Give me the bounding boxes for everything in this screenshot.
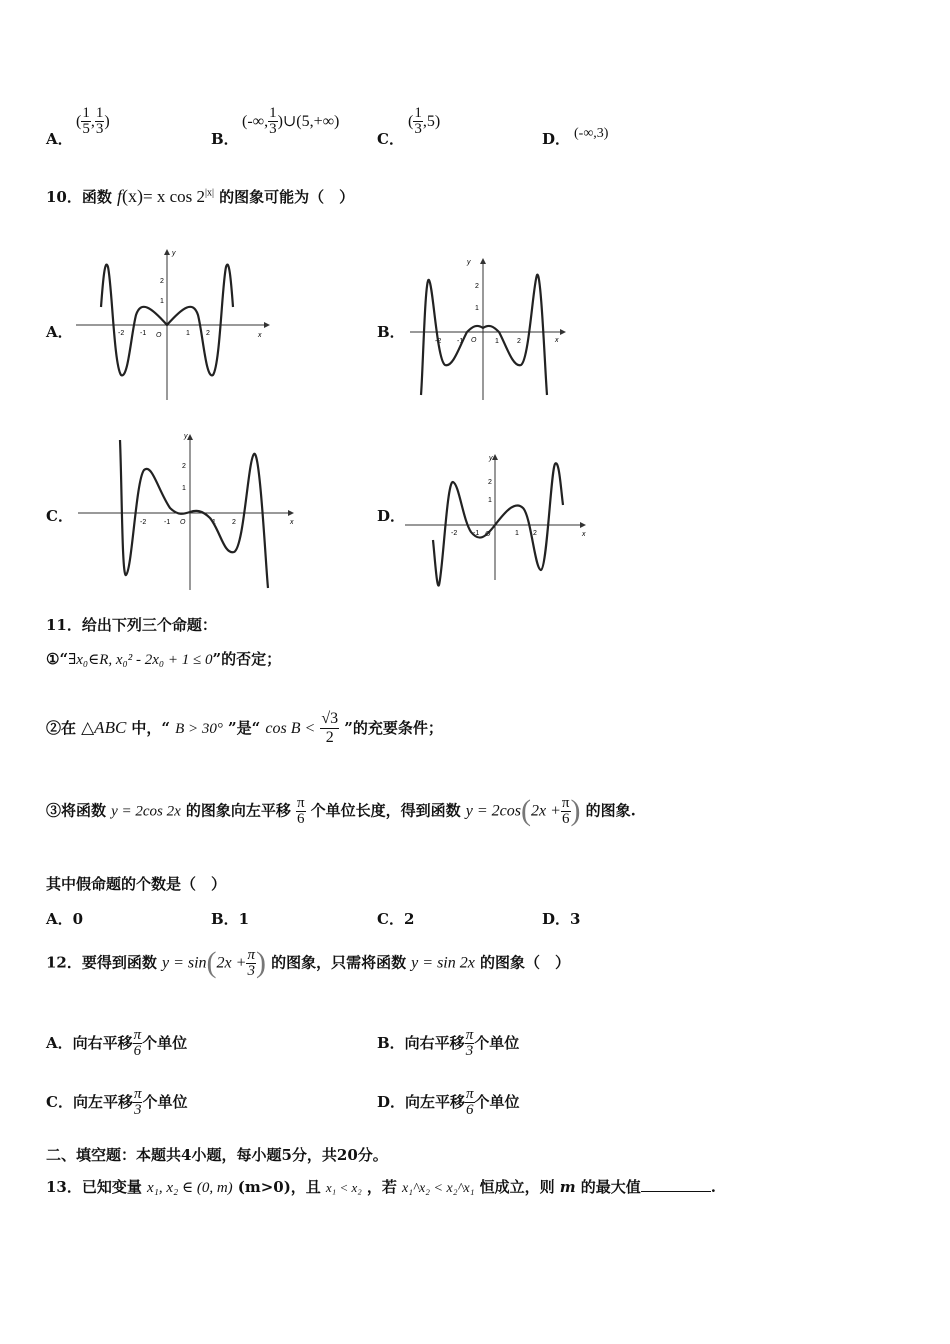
section-2-title: 二、填空题：本题共4小题，每小题5分，共20分。 — [46, 1146, 388, 1164]
graph-a — [76, 245, 276, 405]
svg-text:-1: -1 — [140, 330, 147, 337]
svg-text:2: 2 — [533, 530, 537, 537]
origin-label: O — [471, 337, 477, 344]
curve-d — [433, 463, 563, 585]
graph-b — [405, 250, 605, 410]
svg-text:2: 2 — [517, 338, 521, 345]
svg-text:1: 1 — [488, 497, 492, 504]
q11-question: 其中假命题的个数是（ ） — [46, 875, 227, 893]
origin-label: O — [180, 519, 186, 526]
svg-text:-2: -2 — [140, 519, 147, 526]
q11-proposition-2: ②在 △ABC 中，“ B > 30° ”是“ cos B < $\frac{√3}{2}$ ”的充要条件； — [46, 710, 443, 746]
q12-option-c: C．向左平移 $\frac{\pi}{3}$ 个单位 — [46, 1086, 188, 1118]
q11-proposition-1: ①“∃x₀∈R, x₀² - 2x₀ + 1 ≤ 0”的否定； — [46, 650, 282, 668]
q9-option-a-label: A． — [46, 130, 73, 148]
svg-text:1: 1 — [475, 305, 479, 312]
svg-text:2: 2 — [475, 283, 479, 290]
q12-option-d: D．向左平移 $\frac{\pi}{6}$ 个单位 — [377, 1086, 520, 1118]
svg-text:1: 1 — [160, 298, 164, 305]
svg-text:2: 2 — [232, 519, 236, 526]
svg-text:1: 1 — [515, 530, 519, 537]
svg-text:1: 1 — [186, 330, 190, 337]
graph-a-label: A． — [46, 323, 73, 341]
svg-text:1: 1 — [182, 485, 186, 492]
svg-text:1: 1 — [212, 519, 216, 526]
q10-stem: 10．函数 f(x)= x $\cos 2^{|x|}$ 的图象可能为（ ） — [46, 186, 355, 206]
graph-c — [78, 430, 308, 595]
y-axis-label: y — [467, 259, 471, 266]
x-axis-label: x — [555, 337, 559, 344]
svg-text:-1: -1 — [164, 519, 171, 526]
q9-option-c-label: C． — [377, 130, 404, 148]
graph-c-label: C． — [46, 507, 73, 525]
curve-c — [120, 440, 268, 588]
origin-label: O — [156, 332, 162, 339]
q9-option-b-math: (-∞, $\frac{1}{3}$ )∪(5,+∞) — [242, 105, 340, 137]
svg-text:-2: -2 — [451, 530, 458, 537]
y-axis-label: y — [172, 250, 176, 257]
x-axis-label: x — [582, 531, 586, 538]
q11-option-d: D．3 — [542, 910, 581, 928]
q9-option-a-math: ( $\frac{1}{5}$ , $\frac{1}{3}$ ) — [76, 105, 110, 137]
x-axis-label: x — [258, 332, 262, 339]
q11-proposition-3: ③将函数 y = 2cos 2x 的图象向左平移 $\frac{\pi}{6}$ 个单位长度，得到函数 y = 2cos(2x + $\frac{\pi}{6}$ ) 的图象. — [46, 794, 636, 827]
curve-b — [421, 275, 547, 395]
q11-option-a: A．0 — [46, 910, 84, 928]
answer-blank[interactable] — [641, 1177, 711, 1192]
svg-text:1: 1 — [495, 338, 499, 345]
svg-text:-1: -1 — [473, 530, 480, 537]
q9-option-d-label: D． — [542, 130, 571, 148]
y-axis-label: y — [184, 433, 188, 440]
svg-text:-2: -2 — [435, 338, 442, 345]
q12-stem: 12．要得到函数 y = sin(2x + $\frac{\pi}{3}$ ) 的图象，只需将函数 y = sin 2x 的图象（ ） — [46, 946, 570, 979]
q11-option-c: C．2 — [377, 910, 415, 928]
svg-text:2: 2 — [206, 330, 210, 337]
q13-stem: 13．已知变量 x₁, x₂ ∈ (0, m) (m>0)，且 x₁ < x₂ ，若 x₁^x₂ < x₂^x₁ 恒成立，则 m 的最大值 . — [46, 1178, 716, 1196]
svg-text:2: 2 — [488, 479, 492, 486]
q9-option-c-math: ( $\frac{1}{3}$ ,5) — [408, 105, 441, 137]
y-axis-label: y — [489, 455, 493, 462]
q9-option-b-label: B． — [211, 130, 239, 148]
graph-b-label: B． — [377, 323, 405, 341]
q12-option-b: B．向右平移 $\frac{\pi}{3}$ 个单位 — [377, 1027, 520, 1059]
svg-text:2: 2 — [160, 278, 164, 285]
q9-option-d-math: (-∞,3) — [574, 126, 609, 141]
x-axis-label: x — [290, 519, 294, 526]
q11-option-b: B．1 — [211, 910, 250, 928]
graph-d — [405, 450, 600, 600]
origin-label: O — [485, 531, 491, 538]
q12-option-a: A．向右平移 $\frac{\pi}{6}$ 个单位 — [46, 1027, 188, 1059]
svg-text:-1: -1 — [457, 338, 464, 345]
svg-text:-2: -2 — [118, 330, 125, 337]
q11-title: 11．给出下列三个命题： — [46, 616, 217, 634]
graph-d-label: D． — [377, 507, 406, 525]
svg-text:2: 2 — [182, 463, 186, 470]
